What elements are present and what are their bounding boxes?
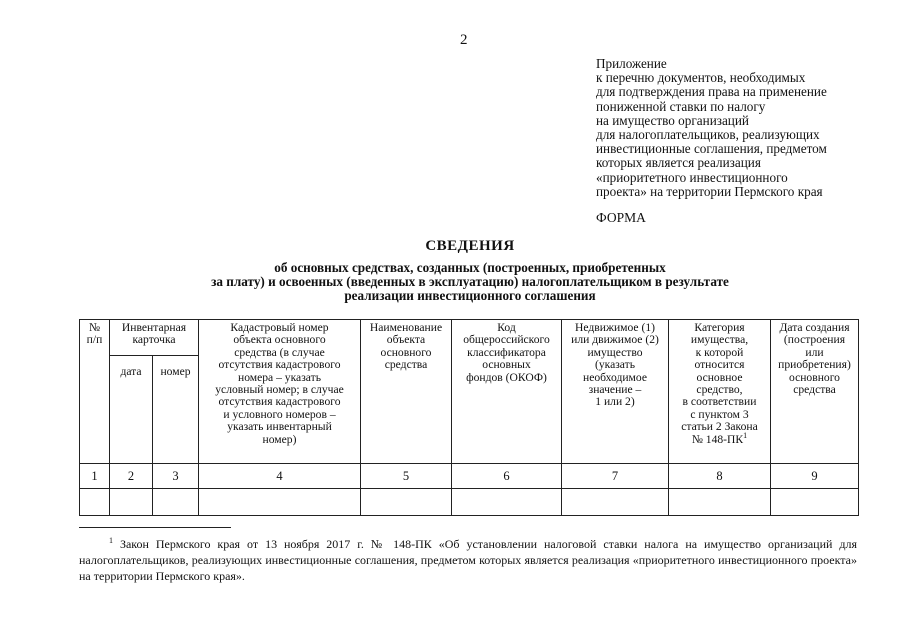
document-subtitle [0, 261, 905, 302]
header-movable-property: Недвижимое (1) или движимое (2) имущество (указать необходимое значение – 1 или 2) [562, 320, 669, 464]
empty-cell[interactable] [562, 489, 669, 516]
appendix-line: для подтверждения права на применение [596, 84, 827, 100]
appendix-line: для налогоплательщиков, реализующих [596, 127, 820, 143]
column-number: 3 [153, 464, 199, 489]
column-number: 4 [199, 464, 361, 489]
page-number: 2 [460, 32, 468, 48]
header-no: № п/п [80, 320, 110, 464]
footnote-marker: 1 [109, 536, 113, 545]
appendix-line: инвестиционные соглашения, предметом [596, 141, 827, 157]
empty-cell[interactable] [669, 489, 771, 516]
empty-cell[interactable] [452, 489, 562, 516]
column-number: 2 [110, 464, 153, 489]
subtitle-line: об основных средствах, созданных (построенных, приобретенных [274, 260, 666, 275]
column-number: 9 [771, 464, 859, 489]
header-cadastral-number: Кадастровый номер объекта основного средства (в случае отсутствия кадастрового номера – указать условный номер; в случае отсутствия кадастрового и условного номеров – указать инвентарный номер) [199, 320, 361, 464]
assets-table [79, 319, 859, 516]
empty-cell[interactable] [153, 489, 199, 516]
appendix-line: пониженной ставки по налогу [596, 98, 766, 114]
header-okof-code: Код общероссийского классификатора основных фондов (ОКОФ) [452, 320, 562, 464]
header-card-date: дата [110, 356, 153, 464]
empty-cell[interactable] [361, 489, 452, 516]
appendix-line: Приложение [596, 56, 667, 71]
law-number: № 148-ПК [691, 432, 744, 446]
appendix-header [596, 57, 896, 199]
footnote-ref: 1 [743, 430, 748, 440]
column-number: 8 [669, 464, 771, 489]
footnote-text: Закон Пермского края от 13 ноября 2017 г. № 148-ПК «Об установлении налоговой ставки налога на имущество организаций для налогоплательщиков, реализующих инвестиционные соглашения, предметом которых является реализация «приоритетного инвестиционного проекта» на территории Пермского края». [79, 537, 857, 583]
appendix-line: на имущество организаций [596, 112, 749, 128]
empty-cell[interactable] [199, 489, 361, 516]
header-property-category: Категория имущества, к которой относится основное средство, в соответствии с пунктом 3 статьи 2 Закона № $148-ПК^1$ [669, 320, 771, 464]
appendix-line: которых является реализация [596, 155, 761, 171]
column-numbers-row [80, 464, 859, 489]
subtitle-line: реализации инвестиционного соглашения [344, 287, 596, 303]
column-number: 7 [562, 464, 669, 489]
document-title: СВЕДЕНИЯ [425, 238, 515, 254]
appendix-line: к перечню документов, необходимых [596, 70, 806, 86]
empty-cell[interactable] [110, 489, 153, 516]
column-number: 1 [80, 464, 110, 489]
footnote [79, 536, 857, 584]
empty-data-row [80, 489, 859, 516]
header-inventory-card: Инвентарная карточка [110, 320, 199, 356]
header-asset-name: Наименование объекта основного средства [361, 320, 452, 464]
column-number: 5 [361, 464, 452, 489]
form-label: ФОРМА [596, 210, 646, 225]
subtitle-line: за плату) и освоенных (введенных в эксплуатацию) налогоплательщиком в результате [211, 273, 729, 289]
header-creation-date: Дата создания (построения или приобретения) основного средства [771, 320, 859, 464]
header-card-number: номер [153, 356, 199, 464]
empty-cell[interactable] [80, 489, 110, 516]
empty-cell[interactable] [771, 489, 859, 516]
appendix-line: «приоритетного инвестиционного [596, 169, 788, 185]
appendix-line: проекта» на территории Пермского края [596, 183, 823, 199]
column-number: 6 [452, 464, 562, 489]
footnote-separator [79, 527, 231, 528]
